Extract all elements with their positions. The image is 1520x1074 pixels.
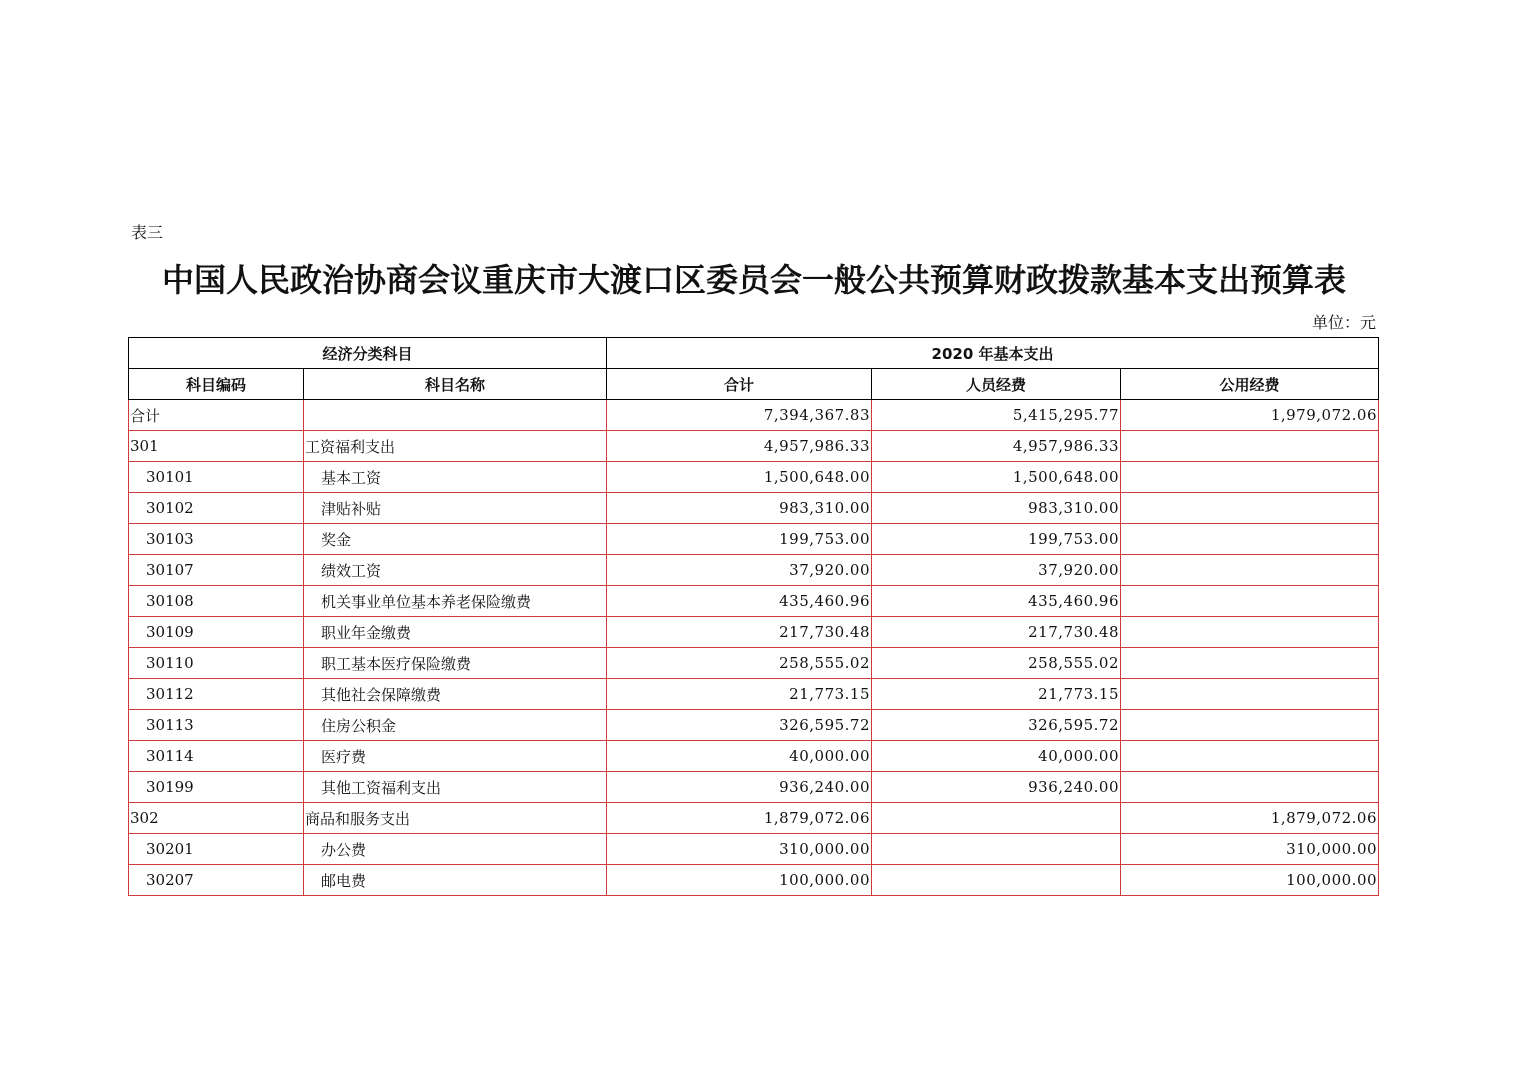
row-code-cell: 合计 bbox=[129, 400, 304, 431]
row-code-cell: 30107 bbox=[129, 555, 304, 586]
row-public-cell bbox=[1121, 555, 1379, 586]
row-name-cell: 职工基本医疗保险缴费 bbox=[304, 648, 607, 679]
row-personnel-cell: 4,957,986.33 bbox=[872, 431, 1121, 462]
table-row bbox=[129, 803, 1379, 834]
row-code-cell: 302 bbox=[129, 803, 304, 834]
row-personnel-cell bbox=[872, 803, 1121, 834]
table-number-label: 表三 bbox=[131, 223, 164, 242]
row-name-cell: 津贴补贴 bbox=[304, 493, 607, 524]
row-personnel-cell: 258,555.02 bbox=[872, 648, 1121, 679]
row-personnel-cell: 5,415,295.77 bbox=[872, 400, 1121, 431]
row-public-cell: 100,000.00 bbox=[1121, 865, 1379, 896]
row-public-cell bbox=[1121, 524, 1379, 555]
table-row bbox=[129, 710, 1379, 741]
table-body bbox=[129, 400, 1379, 896]
page-title: 中国人民政治协商会议重庆市大渡口区委员会一般公共预算财政拨款基本支出预算表 bbox=[161, 261, 1346, 299]
row-name-cell: 机关事业单位基本养老保险缴费 bbox=[304, 586, 607, 617]
table-row bbox=[129, 586, 1379, 617]
row-name-cell: 绩效工资 bbox=[304, 555, 607, 586]
row-total-cell: 100,000.00 bbox=[607, 865, 872, 896]
row-personnel-cell: 1,500,648.00 bbox=[872, 462, 1121, 493]
table-row bbox=[129, 648, 1379, 679]
row-public-cell bbox=[1121, 741, 1379, 772]
row-name-cell: 商品和服务支出 bbox=[304, 803, 607, 834]
row-public-cell bbox=[1121, 462, 1379, 493]
row-personnel-cell: 37,920.00 bbox=[872, 555, 1121, 586]
row-public-cell: 1,879,072.06 bbox=[1121, 803, 1379, 834]
column-header-name: 科目名称 bbox=[304, 369, 607, 400]
row-name-cell: 办公费 bbox=[304, 834, 607, 865]
table-row bbox=[129, 617, 1379, 648]
table-row bbox=[129, 431, 1379, 462]
row-total-cell: 936,240.00 bbox=[607, 772, 872, 803]
row-public-cell: 310,000.00 bbox=[1121, 834, 1379, 865]
row-code-cell: 30101 bbox=[129, 462, 304, 493]
row-personnel-cell bbox=[872, 865, 1121, 896]
row-name-cell: 奖金 bbox=[304, 524, 607, 555]
row-total-cell: 1,879,072.06 bbox=[607, 803, 872, 834]
row-total-cell: 326,595.72 bbox=[607, 710, 872, 741]
row-name-cell: 职业年金缴费 bbox=[304, 617, 607, 648]
row-code-cell: 30207 bbox=[129, 865, 304, 896]
row-personnel-cell: 936,240.00 bbox=[872, 772, 1121, 803]
row-name-cell: 工资福利支出 bbox=[304, 431, 607, 462]
row-personnel-cell bbox=[872, 834, 1121, 865]
column-header-personnel: 人员经费 bbox=[872, 369, 1121, 400]
row-total-cell: 21,773.15 bbox=[607, 679, 872, 710]
row-total-cell: 40,000.00 bbox=[607, 741, 872, 772]
row-total-cell: 199,753.00 bbox=[607, 524, 872, 555]
row-code-cell: 30201 bbox=[129, 834, 304, 865]
row-personnel-cell: 435,460.96 bbox=[872, 586, 1121, 617]
row-code-cell: 30199 bbox=[129, 772, 304, 803]
row-public-cell bbox=[1121, 431, 1379, 462]
table-row bbox=[129, 555, 1379, 586]
row-code-cell: 30103 bbox=[129, 524, 304, 555]
row-public-cell bbox=[1121, 586, 1379, 617]
table-row bbox=[129, 679, 1379, 710]
row-public-cell bbox=[1121, 648, 1379, 679]
row-total-cell: 37,920.00 bbox=[607, 555, 872, 586]
row-code-cell: 30102 bbox=[129, 493, 304, 524]
row-total-cell: 1,500,648.00 bbox=[607, 462, 872, 493]
unit-label: 单位：元 bbox=[1311, 313, 1376, 332]
table-row bbox=[129, 493, 1379, 524]
row-total-cell: 217,730.48 bbox=[607, 617, 872, 648]
table-row bbox=[129, 400, 1379, 431]
group-header-basic-expenditure: 2020 年基本支出 bbox=[607, 338, 1379, 369]
column-header-code: 科目编码 bbox=[129, 369, 304, 400]
row-code-cell: 30112 bbox=[129, 679, 304, 710]
row-name-cell: 基本工资 bbox=[304, 462, 607, 493]
row-personnel-cell: 199,753.00 bbox=[872, 524, 1121, 555]
row-personnel-cell: 326,595.72 bbox=[872, 710, 1121, 741]
row-total-cell: 435,460.96 bbox=[607, 586, 872, 617]
row-total-cell: 983,310.00 bbox=[607, 493, 872, 524]
column-header-total: 合计 bbox=[607, 369, 872, 400]
row-total-cell: 4,957,986.33 bbox=[607, 431, 872, 462]
row-public-cell: 1,979,072.06 bbox=[1121, 400, 1379, 431]
row-code-cell: 30108 bbox=[129, 586, 304, 617]
row-public-cell bbox=[1121, 772, 1379, 803]
row-public-cell bbox=[1121, 679, 1379, 710]
group-header-economic-category: 经济分类科目 bbox=[129, 338, 607, 369]
column-header-public: 公用经费 bbox=[1121, 369, 1379, 400]
row-name-cell: 其他工资福利支出 bbox=[304, 772, 607, 803]
row-name-cell: 邮电费 bbox=[304, 865, 607, 896]
row-name-cell: 住房公积金 bbox=[304, 710, 607, 741]
row-public-cell bbox=[1121, 617, 1379, 648]
table-row bbox=[129, 865, 1379, 896]
table-row bbox=[129, 524, 1379, 555]
row-personnel-cell: 217,730.48 bbox=[872, 617, 1121, 648]
table-row bbox=[129, 741, 1379, 772]
row-code-cell: 30114 bbox=[129, 741, 304, 772]
table-row bbox=[129, 462, 1379, 493]
row-code-cell: 30110 bbox=[129, 648, 304, 679]
row-total-cell: 7,394,367.83 bbox=[607, 400, 872, 431]
row-public-cell bbox=[1121, 710, 1379, 741]
table-row bbox=[129, 834, 1379, 865]
row-code-cell: 30113 bbox=[129, 710, 304, 741]
row-public-cell bbox=[1121, 493, 1379, 524]
row-name-cell: 其他社会保障缴费 bbox=[304, 679, 607, 710]
budget-table bbox=[128, 337, 1379, 896]
row-name-cell: 医疗费 bbox=[304, 741, 607, 772]
row-personnel-cell: 21,773.15 bbox=[872, 679, 1121, 710]
row-total-cell: 258,555.02 bbox=[607, 648, 872, 679]
row-code-cell: 301 bbox=[129, 431, 304, 462]
table-row bbox=[129, 772, 1379, 803]
row-total-cell: 310,000.00 bbox=[607, 834, 872, 865]
row-name-cell bbox=[304, 400, 607, 431]
row-personnel-cell: 40,000.00 bbox=[872, 741, 1121, 772]
row-personnel-cell: 983,310.00 bbox=[872, 493, 1121, 524]
row-code-cell: 30109 bbox=[129, 617, 304, 648]
